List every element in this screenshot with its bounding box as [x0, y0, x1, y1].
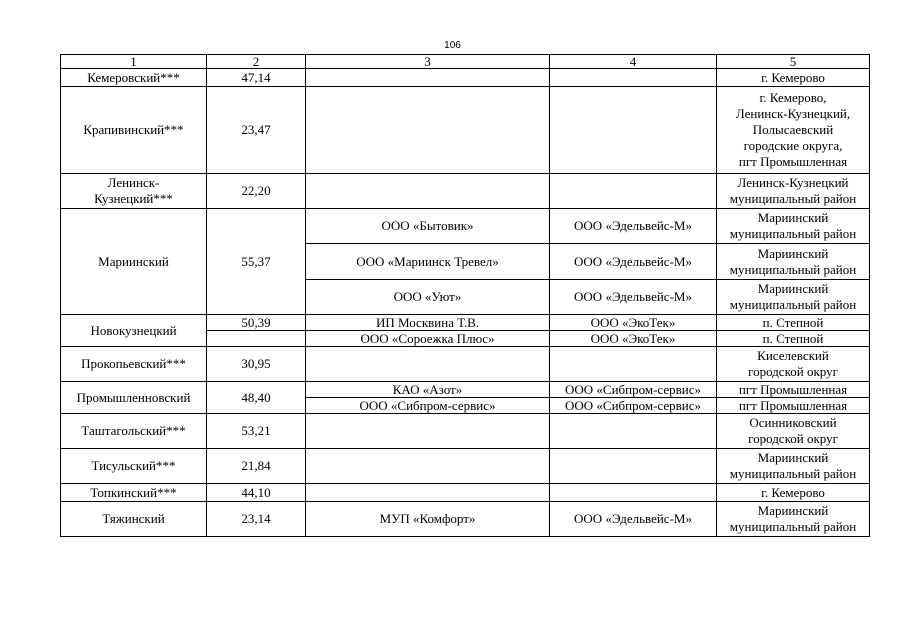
column-header: 4 — [550, 55, 717, 69]
district-name: Топкинский*** — [61, 484, 207, 502]
operator-cell: МУП «Комфорт» — [306, 502, 550, 537]
table-row — [61, 69, 870, 87]
operator-cell: ООО «Мариинск Тревел» — [306, 244, 550, 280]
district-name: Кемеровский*** — [61, 69, 207, 87]
carrier-cell — [550, 484, 717, 502]
district-name-line: Кузнецкий*** — [94, 191, 173, 206]
destination-line: Мариинский — [757, 281, 829, 296]
carrier-cell: ООО «Эдельвейс-М» — [550, 244, 717, 280]
district-name: Мариинский — [61, 209, 207, 315]
destination-line: Мариинский — [757, 245, 829, 261]
operator-cell: ООО «Уют» — [306, 280, 550, 315]
district-value: 53,21 — [207, 414, 306, 449]
carrier-cell: ООО «Эдельвейс-М» — [550, 280, 717, 315]
carrier-cell: ООО «ЭкоТек» — [550, 331, 717, 347]
destination-cell — [717, 280, 870, 315]
destination-cell: п. Степной — [717, 331, 870, 347]
district-name: Таштагольский*** — [61, 414, 207, 449]
destination-cell — [717, 209, 870, 244]
destination-line: Мариинский — [757, 210, 829, 225]
column-header: 1 — [61, 55, 207, 69]
district-name-line: Ленинск- — [107, 175, 160, 190]
table-row — [61, 347, 870, 382]
destination-line: Полысаевский — [752, 122, 834, 137]
destination-cell: г. Кемерово — [717, 69, 870, 87]
operator-cell — [306, 87, 550, 174]
table-row — [61, 209, 870, 244]
operator-cell — [306, 174, 550, 209]
table-row — [61, 382, 870, 398]
destination-line: г. Кемерово, — [759, 90, 827, 105]
destination-cell: пгт Промышленная — [717, 382, 870, 398]
destination-line: городской округ — [748, 431, 838, 446]
carrier-cell — [550, 449, 717, 484]
carrier-cell: ООО «Эдельвейс-М» — [550, 209, 717, 244]
destination-line: муниципальный район — [729, 226, 857, 241]
destination-cell — [717, 347, 870, 382]
column-header: 3 — [306, 55, 550, 69]
district-value: 21,84 — [207, 449, 306, 484]
operator-cell: КАО «Азот» — [306, 382, 550, 398]
district-value: 50,39 — [207, 315, 306, 331]
table-row — [61, 414, 870, 449]
destination-line: Ленинск-Кузнецкий — [737, 175, 849, 190]
district-name: Тяжинский — [61, 502, 207, 537]
carrier-cell — [550, 174, 717, 209]
district-value: 23,14 — [207, 502, 306, 537]
operator-cell — [306, 414, 550, 449]
destination-cell: пгт Промышленная — [717, 398, 870, 414]
district-name: Новокузнецкий — [61, 315, 207, 347]
carrier-cell — [550, 87, 717, 174]
destination-cell: г. Кемерово — [717, 484, 870, 502]
table-header-row — [61, 55, 870, 69]
district-value: 22,20 — [207, 174, 306, 209]
destination-cell — [717, 174, 870, 209]
column-header: 2 — [207, 55, 306, 69]
waste-operators-table — [60, 54, 870, 537]
operator-cell — [306, 69, 550, 87]
district-value: 23,47 — [207, 87, 306, 174]
table-row — [61, 484, 870, 502]
operator-cell — [306, 484, 550, 502]
destination-line: муниципальный район — [729, 297, 857, 312]
table-row — [61, 87, 870, 174]
operator-cell — [306, 347, 550, 382]
district-value — [207, 331, 306, 347]
destination-line: пгт Промышленная — [738, 154, 848, 169]
table-row — [61, 502, 870, 537]
district-name: Промышленновский — [61, 382, 207, 414]
destination-line: Мариинский — [757, 450, 829, 465]
carrier-cell: ООО «Сибпром-сервис» — [550, 382, 717, 398]
district-value: 47,14 — [207, 69, 306, 87]
destination-line: Осинниковский — [749, 415, 837, 430]
page-number: 106 — [444, 40, 461, 51]
carrier-cell: ООО «ЭкоТек» — [550, 315, 717, 331]
district-value: 55,37 — [207, 209, 306, 315]
destination-cell: п. Степной — [717, 315, 870, 331]
operator-cell: ИП Москвина Т.В. — [306, 315, 550, 331]
destination-cell — [717, 244, 870, 280]
destination-line: городской округ — [748, 364, 838, 379]
destination-line: муниципальный район — [729, 261, 857, 277]
district-name: Крапивинский*** — [61, 87, 207, 174]
carrier-cell — [550, 69, 717, 87]
district-name: Прокопьевский*** — [61, 347, 207, 382]
destination-line: муниципальный район — [729, 191, 857, 206]
carrier-cell: ООО «Сибпром-сервис» — [550, 398, 717, 414]
destination-line: муниципальный район — [729, 519, 857, 534]
district-name: Тисульский*** — [61, 449, 207, 484]
table-row — [61, 174, 870, 209]
district-name — [61, 174, 207, 209]
destination-cell — [717, 502, 870, 537]
carrier-cell — [550, 347, 717, 382]
operator-cell — [306, 449, 550, 484]
district-value: 48,40 — [207, 382, 306, 414]
destination-line: Ленинск-Кузнецкий, — [735, 106, 851, 121]
column-header: 5 — [717, 55, 870, 69]
operator-cell: ООО «Сибпром-сервис» — [306, 398, 550, 414]
operator-cell: ООО «Бытовик» — [306, 209, 550, 244]
operator-cell: ООО «Сороежка Плюс» — [306, 331, 550, 347]
destination-line: Мариинский — [757, 503, 829, 518]
district-value: 44,10 — [207, 484, 306, 502]
destination-cell — [717, 449, 870, 484]
carrier-cell — [550, 414, 717, 449]
destination-line: Киселевский — [757, 348, 829, 363]
carrier-cell: ООО «Эдельвейс-М» — [550, 502, 717, 537]
district-value: 30,95 — [207, 347, 306, 382]
destination-cell — [717, 414, 870, 449]
table-row — [61, 449, 870, 484]
destination-line: городские округа, — [743, 138, 843, 153]
destination-line: муниципальный район — [729, 466, 857, 481]
destination-cell — [717, 87, 870, 174]
table-row — [61, 315, 870, 331]
